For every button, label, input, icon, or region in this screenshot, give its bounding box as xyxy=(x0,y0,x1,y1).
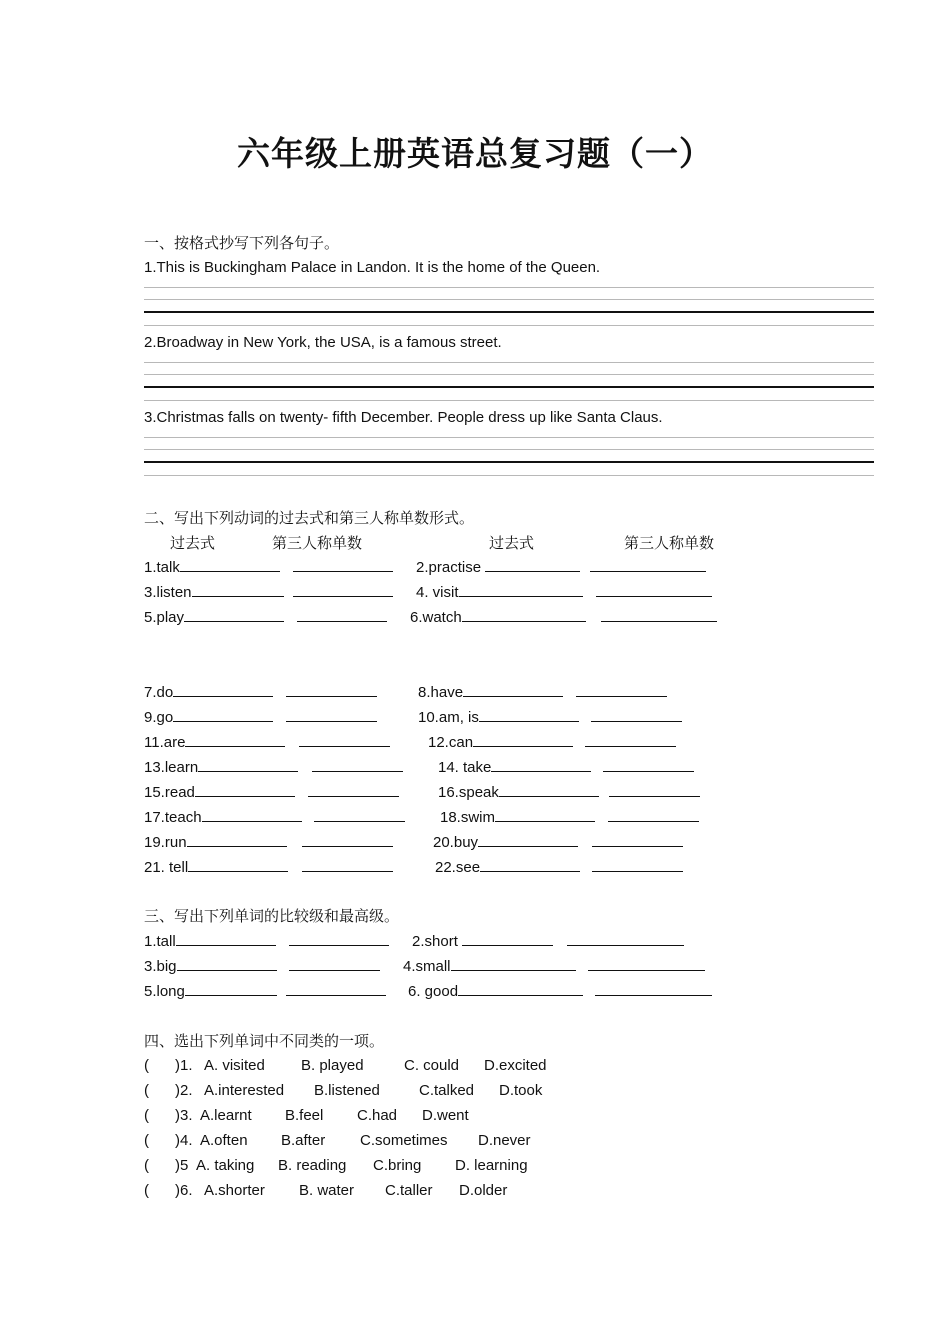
answer-blank[interactable] xyxy=(576,682,667,703)
option-c: C.had xyxy=(357,1107,398,1124)
verb-item: 18.swim xyxy=(440,807,595,828)
answer-blank[interactable] xyxy=(293,582,393,603)
verb-item: 10.am, is xyxy=(418,707,579,728)
verb-item: 16.speak xyxy=(438,782,599,803)
sentence-1: 1.This is Buckingham Palace in Landon. It is the home of the Queen. xyxy=(144,259,601,276)
option-c: C.bring xyxy=(373,1157,422,1174)
option-b: B. played xyxy=(301,1057,364,1074)
answer-blank[interactable] xyxy=(297,607,387,628)
option-c: C.taller xyxy=(385,1182,433,1199)
option-b: B. water xyxy=(299,1182,355,1199)
answer-blank[interactable] xyxy=(302,857,393,878)
option-c: C.sometimes xyxy=(360,1132,448,1149)
option-d: D.excited xyxy=(484,1057,547,1074)
answer-paren[interactable]: ( xyxy=(144,1157,149,1174)
answer-blank[interactable] xyxy=(603,757,694,778)
question-number: )2. xyxy=(175,1082,193,1099)
answer-blank[interactable] xyxy=(289,931,389,952)
verb-item: 2.practise xyxy=(416,557,580,578)
answer-paren[interactable]: ( xyxy=(144,1057,149,1074)
verb-item: 3.listen xyxy=(144,582,284,603)
writing-line xyxy=(144,311,874,313)
verb-item: 8.have xyxy=(418,682,563,703)
sentence-2: 2.Broadway in New York, the USA, is a famous street. xyxy=(144,334,502,351)
writing-line xyxy=(144,437,874,438)
section4-heading: 四、选出下列单词中不同类的一项。 xyxy=(144,1032,385,1050)
answer-blank[interactable] xyxy=(299,732,390,753)
verb-item: 4. visit xyxy=(416,582,583,603)
answer-paren[interactable]: ( xyxy=(144,1132,149,1149)
answer-blank[interactable] xyxy=(293,557,393,578)
option-a: A. taking xyxy=(196,1157,255,1174)
answer-blank[interactable] xyxy=(588,956,705,977)
section2-heading: 二、写出下列动词的过去式和第三人称单数形式。 xyxy=(144,509,475,527)
verb-item: 12.can xyxy=(428,732,573,753)
verb-item: 17.teach xyxy=(144,807,302,828)
answer-blank[interactable] xyxy=(286,682,377,703)
option-a: A.shorter xyxy=(204,1182,265,1199)
answer-blank[interactable] xyxy=(595,981,712,1002)
answer-blank[interactable] xyxy=(286,707,377,728)
adjective-item: 3.big xyxy=(144,956,277,977)
column-header-past: 过去式 xyxy=(170,534,216,552)
question-number: )6. xyxy=(175,1182,193,1199)
answer-blank[interactable] xyxy=(567,931,684,952)
verb-item: 14. take xyxy=(438,757,591,778)
option-d: D.went xyxy=(422,1107,469,1124)
verb-item: 15.read xyxy=(144,782,295,803)
answer-blank[interactable] xyxy=(592,857,683,878)
verb-item: 13.learn xyxy=(144,757,298,778)
column-header-past: 过去式 xyxy=(489,534,535,552)
option-b: B.listened xyxy=(314,1082,380,1099)
answer-blank[interactable] xyxy=(601,607,717,628)
writing-line xyxy=(144,475,874,476)
option-b: B.feel xyxy=(285,1107,324,1124)
answer-blank[interactable] xyxy=(585,732,676,753)
writing-line xyxy=(144,299,874,300)
option-a: A.often xyxy=(200,1132,248,1149)
adjective-item: 1.tall xyxy=(144,931,276,952)
answer-blank[interactable] xyxy=(314,807,405,828)
answer-blank[interactable] xyxy=(592,832,683,853)
verb-item: 11.are xyxy=(144,732,285,753)
option-d: D.took xyxy=(499,1082,543,1099)
verb-item: 5.play xyxy=(144,607,284,628)
verb-item: 6.watch xyxy=(410,607,586,628)
answer-blank[interactable] xyxy=(609,782,700,803)
question-number: )4. xyxy=(175,1132,193,1149)
verb-item: 19.run xyxy=(144,832,287,853)
writing-line xyxy=(144,449,874,450)
question-number: )3. xyxy=(175,1107,193,1124)
option-d: D. learning xyxy=(455,1157,528,1174)
writing-line xyxy=(144,362,874,363)
writing-line xyxy=(144,374,874,375)
answer-blank[interactable] xyxy=(591,707,682,728)
adjective-item: 6. good xyxy=(408,981,583,1002)
adjective-item: 2.short xyxy=(412,931,553,952)
verb-item: 1.talk xyxy=(144,557,280,578)
answer-paren[interactable]: ( xyxy=(144,1182,149,1199)
verb-item: 7.do xyxy=(144,682,273,703)
answer-blank[interactable] xyxy=(590,557,706,578)
option-d: D.older xyxy=(459,1182,508,1199)
writing-line xyxy=(144,461,874,463)
answer-blank[interactable] xyxy=(302,832,393,853)
answer-blank[interactable] xyxy=(608,807,699,828)
answer-blank[interactable] xyxy=(308,782,399,803)
verb-item: 22.see xyxy=(435,857,580,878)
verb-item: 21. tell xyxy=(144,857,288,878)
adjective-item: 5.long xyxy=(144,981,277,1002)
option-a: A. visited xyxy=(204,1057,265,1074)
verb-item: 20.buy xyxy=(433,832,578,853)
writing-line xyxy=(144,287,874,288)
adjective-item: 4.small xyxy=(403,956,576,977)
answer-paren[interactable]: ( xyxy=(144,1107,149,1124)
question-number: )1. xyxy=(175,1057,193,1074)
sentence-3: 3.Christmas falls on twenty- fifth December. People dress up like Santa Claus. xyxy=(144,409,663,426)
writing-line xyxy=(144,325,874,326)
verb-item: 9.go xyxy=(144,707,273,728)
option-c: C.talked xyxy=(419,1082,475,1099)
answer-paren[interactable]: ( xyxy=(144,1082,149,1099)
answer-blank[interactable] xyxy=(596,582,712,603)
option-a: A.learnt xyxy=(200,1107,252,1124)
option-b: B.after xyxy=(281,1132,326,1149)
option-a: A.interested xyxy=(204,1082,285,1099)
writing-line xyxy=(144,400,874,401)
page-title: 六年级上册英语总复习题（一） xyxy=(237,134,713,173)
question-number: )5 xyxy=(175,1157,189,1174)
section3-heading: 三、写出下列单词的比较级和最高级。 xyxy=(144,907,400,925)
writing-line xyxy=(144,386,874,388)
column-header-third: 第三人称单数 xyxy=(624,534,715,552)
section1-heading: 一、按格式抄写下列各句子。 xyxy=(144,234,340,252)
option-b: B. reading xyxy=(278,1157,347,1174)
column-header-third: 第三人称单数 xyxy=(272,534,363,552)
answer-blank[interactable] xyxy=(312,757,403,778)
option-c: C. could xyxy=(404,1057,460,1074)
answer-blank[interactable] xyxy=(286,981,386,1002)
answer-blank[interactable] xyxy=(289,956,380,977)
option-d: D.never xyxy=(478,1132,531,1149)
